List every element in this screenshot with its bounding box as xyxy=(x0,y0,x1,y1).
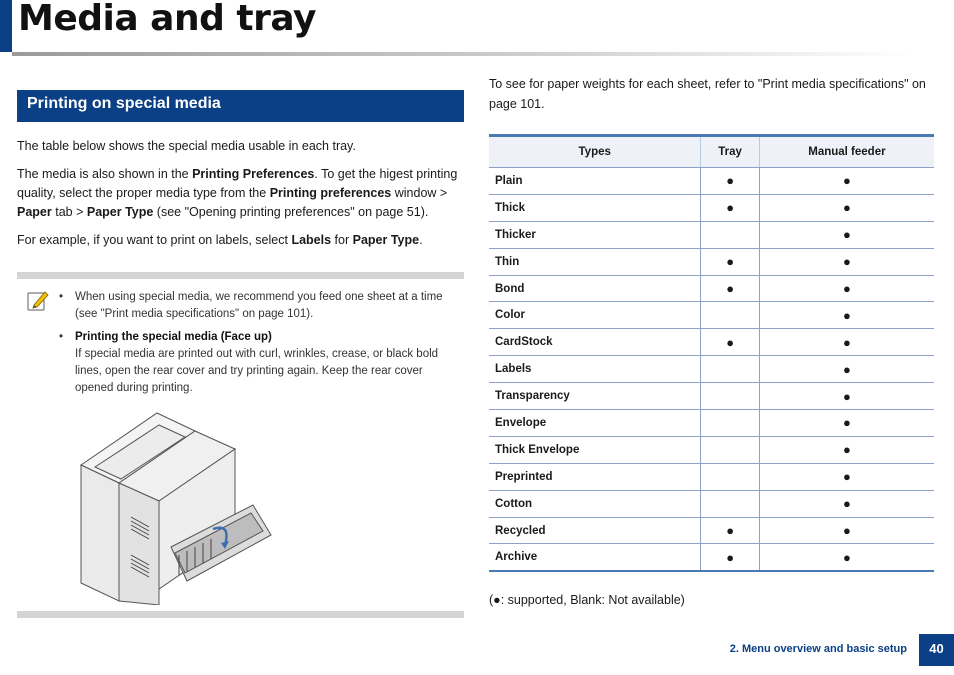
tray-cell: ● xyxy=(701,517,759,544)
table-row xyxy=(489,356,934,383)
manual-cell: ● xyxy=(759,410,934,437)
table-row xyxy=(489,194,934,221)
note-list xyxy=(57,289,462,403)
media-type-cell: Bond xyxy=(489,275,701,302)
media-type-cell: Cotton xyxy=(489,490,701,517)
header-types: Types xyxy=(489,136,701,168)
table-row xyxy=(489,329,934,356)
media-type-cell: Preprinted xyxy=(489,463,701,490)
media-type-cell: Thick xyxy=(489,194,701,221)
manual-cell: ● xyxy=(759,194,934,221)
manual-cell: ● xyxy=(759,248,934,275)
note-item: • When using special media, we recommend you feed one sheet at a time (see "Print media specifications" on page 101). xyxy=(59,291,443,320)
media-type-cell: Thicker xyxy=(489,221,701,248)
table-legend: (●: supported, Blank: Not available) xyxy=(489,593,685,607)
manual-cell: ● xyxy=(759,490,934,517)
header-manual-feeder: Manual feeder xyxy=(759,136,934,168)
footer-chapter-link[interactable]: 2. Menu overview and basic setup xyxy=(729,643,907,655)
note-item: • Printing the special media (Face up) If special media are printed out with curl, wrinkles, crease, or black bold lines, open the rear cover and try printing again. Keep the rear cover opened during printing. xyxy=(59,331,439,394)
table-row xyxy=(489,436,934,463)
media-type-cell: CardStock xyxy=(489,329,701,356)
manual-cell: ● xyxy=(759,544,934,571)
media-type-cell: Transparency xyxy=(489,383,701,410)
page-number: 40 xyxy=(919,634,954,666)
media-type-cell: Thin xyxy=(489,248,701,275)
media-type-cell: Envelope xyxy=(489,410,701,437)
tray-cell: ● xyxy=(701,544,759,571)
table-row xyxy=(489,221,934,248)
manual-cell: ● xyxy=(759,302,934,329)
tray-cell: ● xyxy=(701,329,759,356)
table-row xyxy=(489,275,934,302)
left-column xyxy=(17,90,464,250)
section-heading: Printing on special media xyxy=(17,90,464,122)
table-row xyxy=(489,248,934,275)
tray-cell xyxy=(701,410,759,437)
table-row xyxy=(489,302,934,329)
table-row xyxy=(489,544,934,571)
tray-cell: ● xyxy=(701,275,759,302)
manual-cell: ● xyxy=(759,463,934,490)
tray-cell: ● xyxy=(701,168,759,195)
header-tray: Tray xyxy=(701,136,759,168)
manual-cell: ● xyxy=(759,356,934,383)
paragraph-preferences: The media is also shown in the Printing Preferences. To get the higest printing quality, select the proper media type from the Printing preferences window > Paper tab > Paper Type (see "Opening printing preferences" on page 51). xyxy=(17,167,458,219)
table-row xyxy=(489,463,934,490)
weights-reference: To see for paper weights for each sheet, refer to "Print media specifications" on page 101. xyxy=(489,77,926,111)
manual-cell: ● xyxy=(759,383,934,410)
media-type-cell: Plain xyxy=(489,168,701,195)
manual-cell: ● xyxy=(759,168,934,195)
note-pencil-icon xyxy=(26,289,50,313)
media-tray-table xyxy=(489,134,934,572)
manual-cell: ● xyxy=(759,329,934,356)
tray-cell: ● xyxy=(701,248,759,275)
table-row xyxy=(489,168,934,195)
manual-cell: ● xyxy=(759,221,934,248)
note-box xyxy=(17,272,464,618)
tray-cell: ● xyxy=(701,194,759,221)
tray-cell xyxy=(701,302,759,329)
right-column xyxy=(489,74,934,114)
table-row xyxy=(489,490,934,517)
tray-cell xyxy=(701,356,759,383)
tray-cell xyxy=(701,490,759,517)
manual-cell: ● xyxy=(759,275,934,302)
table-row xyxy=(489,410,934,437)
media-type-cell: Color xyxy=(489,302,701,329)
title-rule xyxy=(12,52,912,56)
tray-cell xyxy=(701,383,759,410)
media-type-cell: Archive xyxy=(489,544,701,571)
note-item-title: Printing the special media (Face up) xyxy=(75,331,272,343)
paragraph-intro: The table below shows the special media usable in each tray. xyxy=(17,139,356,153)
note-item-text: If special media are printed out with curl, wrinkles, crease, or black bold lines, open the rear cover and try printing again. Keep the rear cover opened during printing. xyxy=(75,348,439,394)
table-header-row xyxy=(489,136,934,168)
media-type-cell: Labels xyxy=(489,356,701,383)
tray-cell xyxy=(701,436,759,463)
printer-rear-cover-illustration xyxy=(75,405,275,605)
tray-cell xyxy=(701,221,759,248)
media-type-cell: Recycled xyxy=(489,517,701,544)
page-title: Media and tray xyxy=(18,0,317,39)
table-row xyxy=(489,383,934,410)
manual-cell: ● xyxy=(759,436,934,463)
paragraph-example: For example, if you want to print on labels, select Labels for Paper Type. xyxy=(17,233,423,247)
media-type-cell: Thick Envelope xyxy=(489,436,701,463)
table-row xyxy=(489,517,934,544)
title-accent-bar xyxy=(0,0,12,52)
manual-cell: ● xyxy=(759,517,934,544)
tray-cell xyxy=(701,463,759,490)
